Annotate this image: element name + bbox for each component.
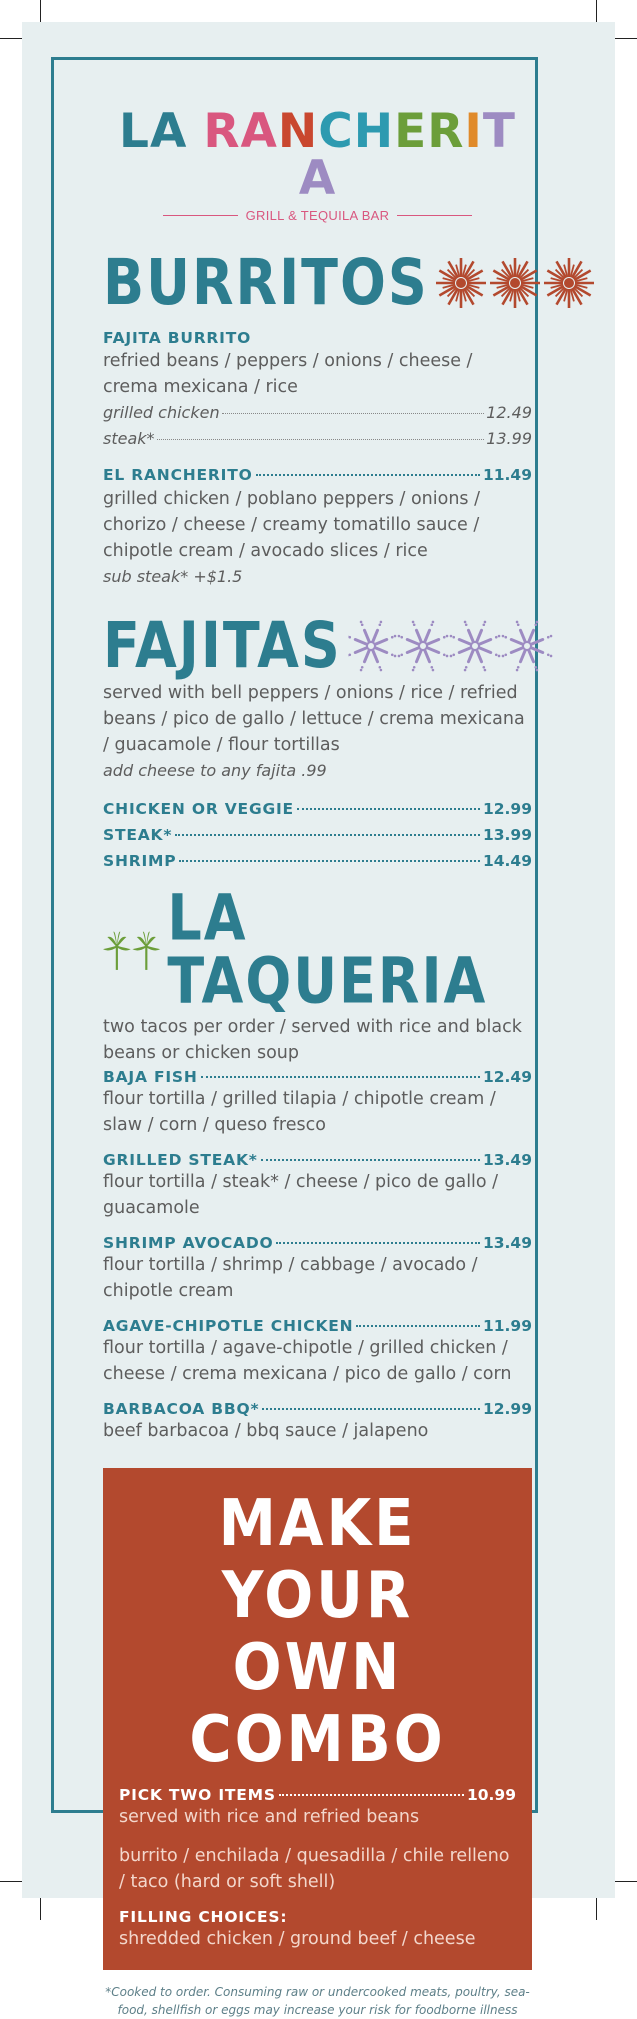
menu-item <box>103 1400 532 1444</box>
item-name: EL RANCHERITO <box>103 466 253 484</box>
agave-icon <box>103 925 165 975</box>
taqueria-items <box>103 1068 532 1444</box>
item-row <box>103 800 532 818</box>
item-row <box>103 826 532 844</box>
crop-mark <box>0 1881 24 1882</box>
menu-item <box>103 466 532 590</box>
item-price: 11.99 <box>483 1317 532 1335</box>
snowflake-icons <box>348 618 562 674</box>
option-row <box>103 400 532 426</box>
option-label: steak* <box>103 426 155 452</box>
divider-line <box>163 215 238 216</box>
filling-label: FILLING CHOICES: <box>119 1908 516 1926</box>
logo-letter <box>187 108 203 155</box>
brand-logo <box>103 108 532 202</box>
option-row <box>103 426 532 452</box>
divider-line <box>397 215 472 216</box>
section-description: two tacos per order / served with rice and black beans or chicken soup <box>103 1014 532 1066</box>
menu-item <box>103 329 532 452</box>
starburst-icon <box>436 258 486 308</box>
combo-choices: burrito / enchilada / quesadilla / chile relleno / taco (hard or soft shell) <box>119 1843 516 1895</box>
item-row <box>103 1317 532 1335</box>
option-label: grilled chicken <box>103 400 220 426</box>
item-description: flour tortilla / shrimp / cabbage / avocado / chipotle cream <box>103 1252 532 1304</box>
menu-item <box>103 1234 532 1304</box>
agave-icon <box>103 932 131 970</box>
item-name: FAJITA BURRITO <box>103 329 532 347</box>
snowflake-icon <box>348 618 562 674</box>
starburst-icon <box>435 255 595 311</box>
menu-item <box>103 1068 532 1138</box>
item-row <box>103 1068 532 1086</box>
disclaimer-line: food, shellfish or eggs may increase your risk for foodborne illness <box>103 2001 532 2019</box>
logo-letter: A <box>299 155 336 202</box>
snowflake-icon <box>397 621 448 672</box>
item-note: sub steak* +$1.5 <box>103 564 532 590</box>
brand-subtitle: GRILL & TEQUILA BAR <box>246 208 390 223</box>
item-name: AGAVE-CHIPOTLE CHICKEN <box>103 1317 353 1335</box>
fajitas-heading <box>103 616 532 676</box>
logo-letter: C <box>318 108 354 155</box>
starburst-icons <box>435 255 595 311</box>
item-price: 13.49 <box>483 1151 532 1169</box>
crop-mark <box>40 1896 41 1920</box>
section-title: FAJITAS <box>103 615 342 678</box>
item-price: 10.99 <box>467 1786 516 1804</box>
logo-letter: A <box>150 108 187 155</box>
logo-letter: T <box>483 108 516 155</box>
item-row <box>103 1400 532 1418</box>
item-price: 12.49 <box>483 1068 532 1086</box>
menu-content <box>103 100 532 2019</box>
crop-mark <box>613 38 637 39</box>
item-name: CHICKEN OR VEGGIE <box>103 800 294 818</box>
item-description: grilled chicken / poblano peppers / onions / chorizo / cheese / creamy tomatillo sauce / chipotle cream / avocado slices / rice <box>103 486 532 564</box>
dot-leader <box>262 1408 480 1410</box>
dot-leader <box>157 439 485 440</box>
item-price: 12.99 <box>483 800 532 818</box>
item-price: 13.99 <box>483 826 532 844</box>
starburst-icon <box>544 258 594 308</box>
dot-leader <box>256 474 480 476</box>
dot-leader <box>356 1325 480 1327</box>
dot-leader <box>179 860 480 862</box>
starburst-icon <box>490 258 540 308</box>
combo-title-line1: MAKE YOUR <box>119 1488 516 1632</box>
snowflake-icon <box>348 621 396 672</box>
item-price: 12.99 <box>483 1400 532 1418</box>
item-name: GRILLED STEAK* <box>103 1151 258 1169</box>
item-price: 14.49 <box>483 852 532 870</box>
item-price: 11.49 <box>483 466 532 484</box>
logo-letter: N <box>278 108 318 155</box>
menu-item <box>103 1317 532 1387</box>
item-price: 13.49 <box>483 1234 532 1252</box>
footer-disclaimer <box>103 1983 532 2019</box>
crop-mark <box>596 1896 597 1920</box>
item-description: flour tortilla / steak* / cheese / pico de gallo / guacamole <box>103 1169 532 1221</box>
crop-mark <box>40 0 41 24</box>
brand-subtitle-row <box>103 208 532 223</box>
agave-icon <box>132 932 160 970</box>
logo-letter: I <box>464 108 483 155</box>
item-description: refried beans / peppers / onions / cheese / crema mexicana / rice <box>103 348 532 400</box>
crop-mark <box>0 38 24 39</box>
dot-leader <box>297 808 480 810</box>
snowflake-icon <box>501 621 552 672</box>
dot-leader <box>201 1076 480 1078</box>
item-row <box>103 852 532 870</box>
fajita-items <box>103 800 532 870</box>
filling-description: shredded chicken / ground beef / cheese <box>119 1926 516 1952</box>
crop-mark <box>613 1881 637 1882</box>
combo-title-line2: OWN COMBO <box>119 1632 516 1776</box>
logo-letter: R <box>203 108 240 155</box>
section-title: BURRITOS <box>103 252 429 315</box>
item-name: SHRIMP <box>103 852 176 870</box>
section-description: served with bell peppers / onions / rice / refried beans / pico de gallo / lettuce / crema mexicana / guacamole / flour tortillas <box>103 680 532 758</box>
section-note: add cheese to any fajita .99 <box>103 758 532 784</box>
menu-item <box>103 1151 532 1221</box>
item-row <box>119 1786 516 1804</box>
logo-letter: H <box>354 108 394 155</box>
section-title: LA TAQUERIA <box>167 887 532 1013</box>
item-row <box>103 1151 532 1169</box>
item-description: flour tortilla / agave-chipotle / grilled chicken / cheese / crema mexicana / pico de gallo / corn <box>103 1335 532 1387</box>
combo-box <box>103 1468 532 1970</box>
item-name: STEAK* <box>103 826 172 844</box>
item-name: PICK TWO ITEMS <box>119 1786 276 1804</box>
taqueria-heading <box>103 890 532 1010</box>
item-row <box>103 466 532 484</box>
item-description: beef barbacoa / bbq sauce / jalapeno <box>103 1418 532 1444</box>
dot-leader <box>222 413 485 414</box>
crop-mark <box>596 0 597 24</box>
combo-description: served with rice and refried beans <box>119 1804 516 1830</box>
dot-leader <box>279 1794 464 1796</box>
logo-letter: E <box>394 108 427 155</box>
item-name: SHRIMP AVOCADO <box>103 1234 273 1252</box>
logo-letter: L <box>119 108 150 155</box>
item-description: flour tortilla / grilled tilapia / chipotle cream / slaw / corn / queso fresco <box>103 1086 532 1138</box>
dot-leader <box>276 1242 479 1244</box>
burritos-heading <box>103 253 532 313</box>
logo-letter: R <box>427 108 464 155</box>
item-row <box>103 1234 532 1252</box>
item-name: BAJA FISH <box>103 1068 198 1086</box>
option-price: 13.99 <box>486 426 532 452</box>
dot-leader <box>175 834 480 836</box>
snowflake-icon <box>449 621 500 672</box>
option-price: 12.49 <box>486 400 532 426</box>
item-name: BARBACOA BBQ* <box>103 1400 259 1418</box>
logo-letter: A <box>241 108 278 155</box>
dot-leader <box>261 1159 480 1161</box>
disclaimer-line: *Cooked to order. Consuming raw or undercooked meats, poultry, sea- <box>103 1983 532 2001</box>
